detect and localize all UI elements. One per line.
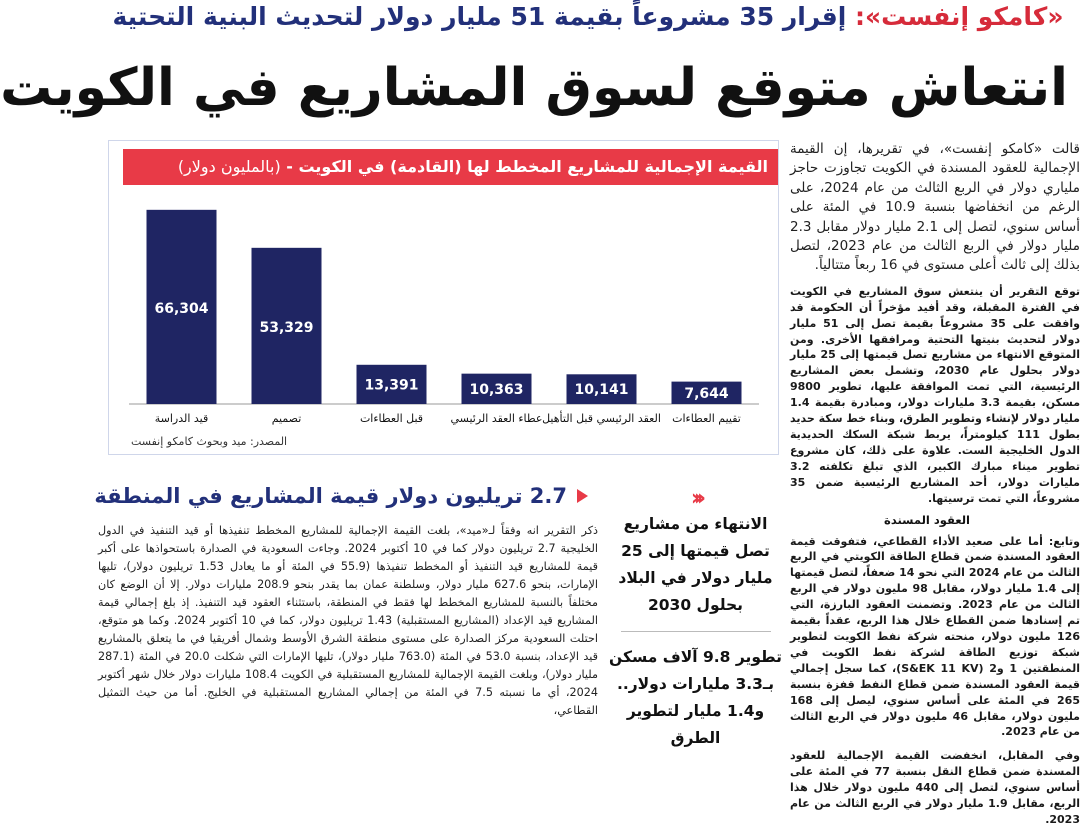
subhead-contracts: العقود المسندة xyxy=(884,512,970,527)
category-label: قبل العطاءات xyxy=(359,412,424,425)
section-heading xyxy=(94,478,588,514)
kicker-blue: إقرار 35 مشروعاً بقيمة 51 مليار دولار لتحديث البنية التحتية xyxy=(112,2,847,31)
kicker-red: «كامكو إنفست»: xyxy=(855,2,1064,31)
chevron-icon: ‹‹‹ xyxy=(690,486,701,511)
category-label: تقييم العطاءات xyxy=(672,412,741,425)
body-paragraph-1: توقع التقرير أن ينتعش سوق المشاريع في الكويت في الفترة المقبلة، وقد أفيد مؤخراً أن الحكومة قد وافقت على 35 مشروعاً بقيمة تصل إلى 51 مليار دولار لتحديث بنيتها التحتية ومرافقها الأخرى. ومن المتوقع الانتهاء من مشاريع تصل قيمتها إلى 25 مليار دولار بحلول عام 2030، وتشمل بعض المشاريع الرئيسية، التي تمت الموافقة عليها، تطوير 9800 مسكن، بقيمة 3.3 مليارات دولار، ومبادرة بقيمة 1.4 مليار دولار لإنشاء وتطوير الطرق، وبناء خط سكة حديد بطول 111 كيلومتراً، يربط شبكة السكك الحديدية الدول الخليجية الست. علاوة على ذلك، كان مشروع تطوير ميناء مبارك الكبير، الذي تبلغ تكلفته 3.2 مليارات دولار، أحد المشاريع الرئيسية ضمن 35 مشروعاً، التي تمت ترسيتها. xyxy=(790,284,1081,505)
bar-value-label: 53,329 xyxy=(259,319,314,336)
chart-source: المصدر: ميد وبحوث كامكو إنفست xyxy=(131,435,288,448)
pull-quote xyxy=(608,486,783,752)
bar-value-label: 66,304 xyxy=(154,300,209,317)
chart-title: القيمة الإجمالية للمشاريع المخطط لها (القادمة) في الكويت - xyxy=(286,157,768,176)
chart-unit: (بالمليون دولار) xyxy=(177,157,281,176)
divider xyxy=(621,631,771,632)
bar-value-label: 13,391 xyxy=(364,377,419,394)
bar-value-label: 7,644 xyxy=(684,385,729,402)
section-body: ذكر التقرير انه وفقاً لـ«ميد»، بلغت القيمة الإجمالية للمشاريع المخطط تنفيذها أو قيد التنفيذ في الدول الخليجية 2.7 تريليون دولار كما في 10 أكتوبر 2024. وجاءت السعودية في الصدارة باستحواذها على أكبر قيمة للمشاريع قيد التنفيذ أو المخطط تنفيذها (55.9 في المئة أو ما يعادل 1.53 تريليون دولار)، تليها الإمارات، بنحو 627.6 مليار دولار، وسلطنة عمان بما يقدر بنحو 208.9 مليارات دولار. إلا أن الوضع كان مختلفاً بالنسبة للمشاريع المخطط لها فقط في المنطقة، باستثناء العقود قيد التنفيذ. إذ بلغ إجمالي قيمة المشاريع قيد الإعداد (المشاريع المستقبلية) 1.43 تريليون دولار، كما في 10 أكتوبر 2024. وكما هو متوقع، احتلت السعودية مركز الصدارة على مستوى منطقة الشرق الأوسط وشمال أفريقيا في ما يتعلق بالمشاريع قيد الإعداد، بنسبة 53.0 في المئة (763.0 مليار دولار)، تليها الإمارات التي شكلت 20.0 في المئة (287.1 مليار دولار)، وبلغت القيمة الإجمالية للمشاريع المستقبلية في الكويت 108.4 مليارات دولار خلال شهر أكتوبر 2024، أي ما نسبته 7.5 في المئة من إجمالي المشاريع المستقبلية في الخليج. أما من حيث التمثيل القطاعي، xyxy=(98,524,599,717)
category-label: عطاء العقد الرئيسي xyxy=(450,412,543,425)
lead-paragraph: قالت «كامكو إنفست»، في تقريرها، إن القيمة الإجمالية للعقود المسندة في الكويت تجاوزت حاجز ملياري دولار في الربع الثالث من عام 2024، على الرغم من انخفاضها بنسبة 10.9 في المئة على أساس سنوي، لتصل إلى 2.1 مليار دولار مقابل 2.3 مليار دولار في الربع الثالث من عام 2023، لتصل بذلك إلى ثالث أعلى مستوى في 16 ربعاً متتالياً. xyxy=(790,141,1080,274)
category-label: العقد الرئيسي قبل التأهيل xyxy=(542,412,661,425)
bar-chart xyxy=(108,140,779,455)
section-title: 2.7 تريليون دولار قيمة المشاريع في المنطقة xyxy=(94,484,567,508)
triangle-icon xyxy=(577,489,588,503)
kicker xyxy=(108,2,1068,42)
bar-value-label: 10,363 xyxy=(469,381,524,398)
category-label: قيد الدراسة xyxy=(154,412,209,425)
category-label: تصميم xyxy=(271,412,302,425)
body-paragraph-2: وتابع: أما على صعيد الأداء القطاعي، فتفوقت قيمة العقود المسندة ضمن قطاع الطاقة الكويتي في الربع الثالث من عام 2024 التي نحو 14 ضعفاً، لتصل قيمتها إلى 1.4 مليار دولار، مقابل 98 مليون دولار في الربع الثالث من عام 2023. وتضمنت العقود البارزة، التي تم إسنادها ضمن القطاع خلال هذا الربع، عقداً بقيمة 126 مليون دولار، منحته شركة نفط الكويت لتطوير شبكة توزيع الطاقة لشركة نفط الكويت في المنطقتين 1 و2 (S&EK 11 KV)، كما سجل إجمالي قيمة العقود المسندة ضمن قطاع النفط قفزة بنسبة 265 في المئة على أساس سنوي، ليصل إلى 168 مليون دولار، مقابل 46 مليون دولار في الربع الثالث من عام 2023. xyxy=(790,534,1081,739)
right-column xyxy=(790,140,1080,828)
chart-plot xyxy=(109,141,780,456)
bar-value-label: 10,141 xyxy=(574,382,629,399)
pull-quote-1: الانتهاء من مشاريع تصل قيمتها إلى 25 مليار دولار في البلاد بحلول 2030 xyxy=(618,515,773,614)
pull-quote-2: تطوير 9.8 آلاف مسكن بـ3.3 مليارات دولار.. و1.4 مليار لتطوير الطرق xyxy=(609,648,782,747)
headline: انتعاش متوقع لسوق المشاريع في الكويت xyxy=(0,58,1068,118)
body-paragraph-3: وفي المقابل، انخفضت القيمة الإجمالية للعقود المسندة ضمن قطاع النقل بنسبة 77 في المئة على أساس سنوي، لتصل إلى 440 مليون دولار خلال هذا الربع، مقابل 1.9 مليار دولار في الربع الثالث من عام 2023. xyxy=(790,749,1080,826)
